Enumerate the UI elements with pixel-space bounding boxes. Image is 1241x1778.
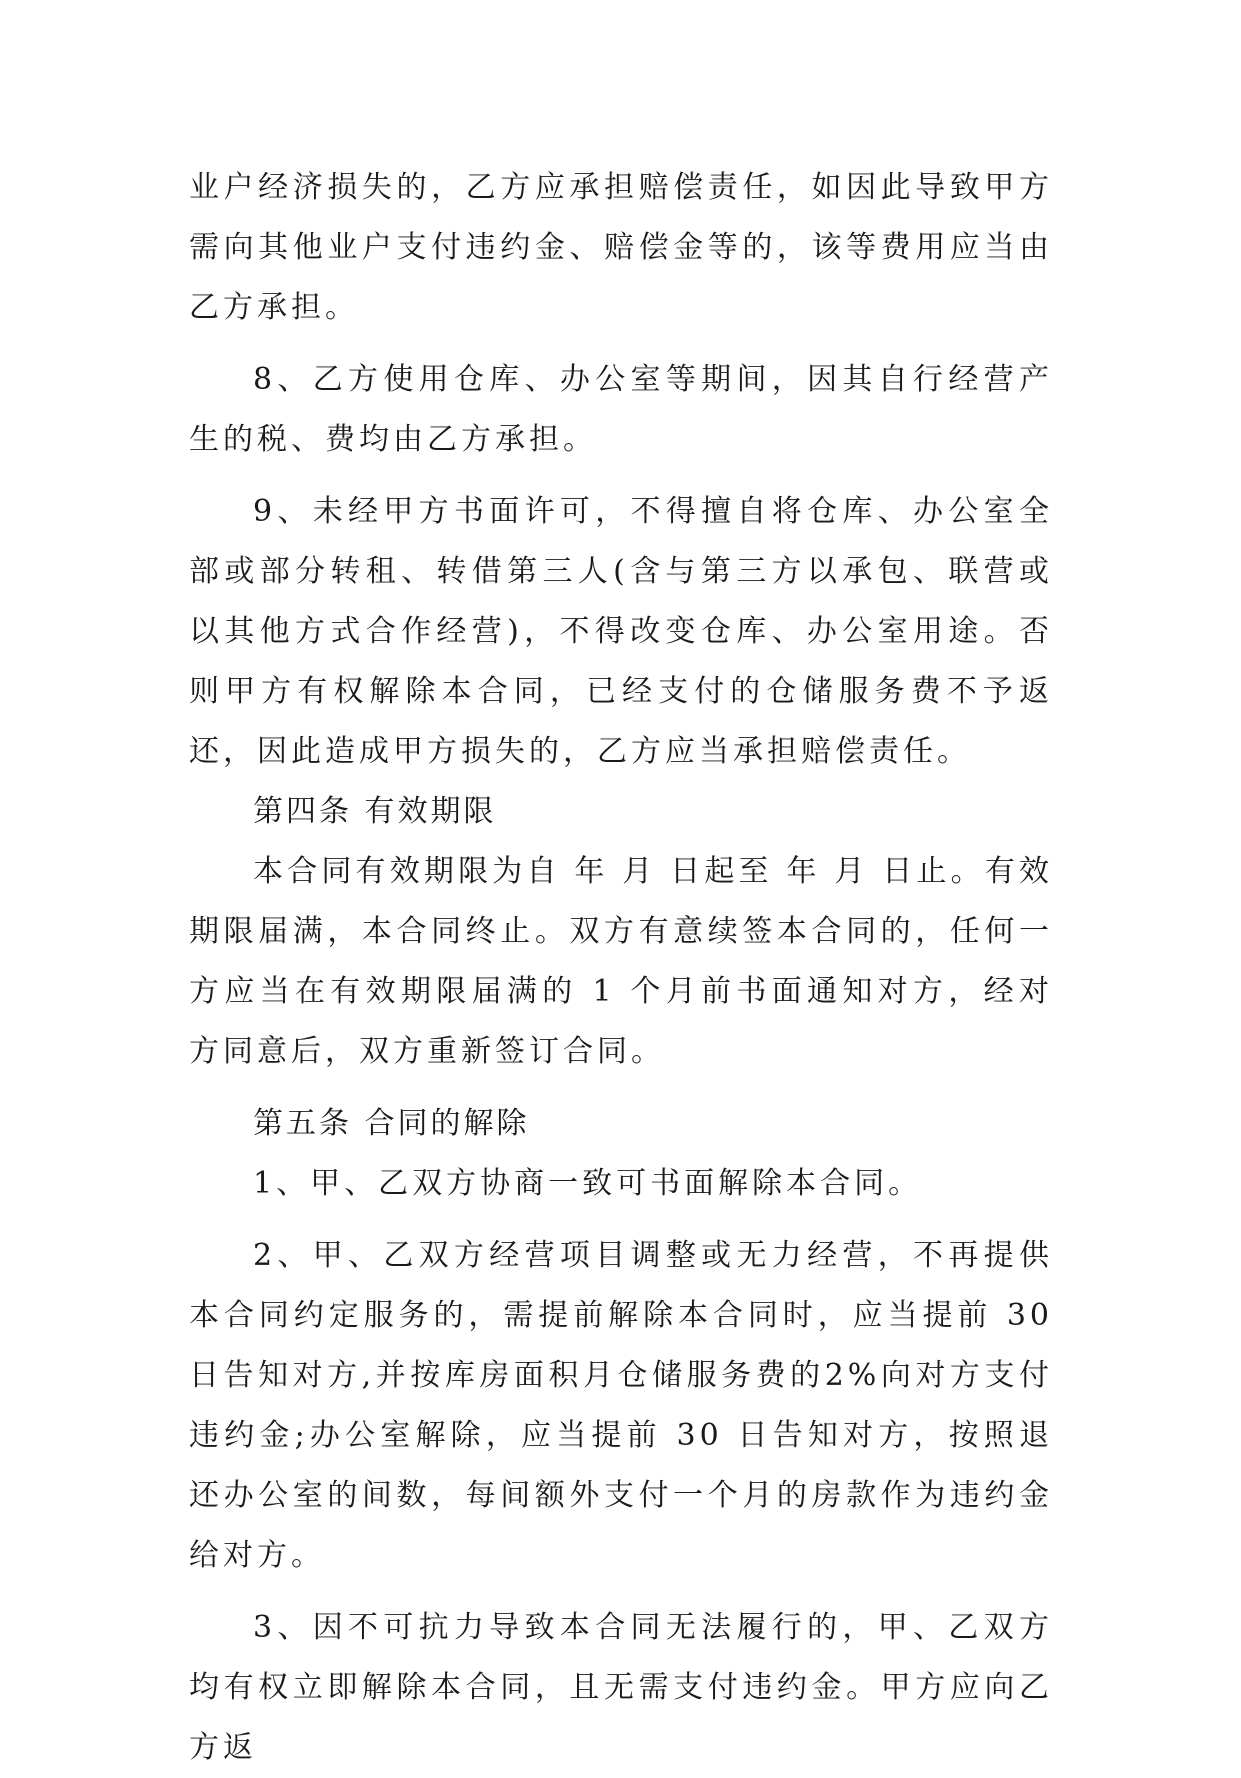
paragraph-article-4-body: 本合同有效期限为自 年 月 日起至 年 月 日止。有效期限届满，本合同终止。双方有意续签本合同的，任何一方应当在有效期限届满的 1 个月前书面通知对方，经对方同意后，双方重新签订合同。 [189, 854, 1053, 1069]
paragraph-item-8: 8、乙方使用仓库、办公室等期间，因其自行经营产生的税、费均由乙方承担。 [189, 362, 1053, 457]
paragraph-continuation: 业户经济损失的，乙方应承担赔偿责任，如因此导致甲方需向其他业户支付违约金、赔偿金等的，该等费用应当由乙方承担。 [189, 170, 1053, 325]
document-page [189, 158, 1053, 1778]
paragraph-article-5-item-1: 1、甲、乙双方协商一致可书面解除本合同。 [253, 1166, 923, 1201]
paragraph-item-9: 9、未经甲方书面许可，不得擅自将仓库、办公室全部或部分转租、转借第三人(含与第三方以承包、联营或以其他方式合作经营)，不得改变仓库、办公室用途。否则甲方有权解除本合同，已经支付的仓储服务费不予返还，因此造成甲方损失的，乙方应当承担赔偿责任。 [189, 494, 1053, 769]
article-5-heading: 第五条 合同的解除 [253, 1106, 530, 1141]
paragraph-article-5-item-3: 3、因不可抗力导致本合同无法履行的，甲、乙双方均有权立即解除本合同，且无需支付违约金。甲方应向乙方返 [189, 1610, 1053, 1765]
paragraph-article-5-item-2: 2、甲、乙双方经营项目调整或无力经营，不再提供本合同约定服务的，需提前解除本合同时，应当提前 30 日告知对方,并按库房面积月仓储服务费的2%向对方支付违约金;办公室解除，应当提前 30 日告知对方，按照退还办公室的间数，每间额外支付一个月的房款作为违约金给对方。 [189, 1238, 1053, 1573]
article-4-heading: 第四条 有效期限 [253, 794, 497, 829]
